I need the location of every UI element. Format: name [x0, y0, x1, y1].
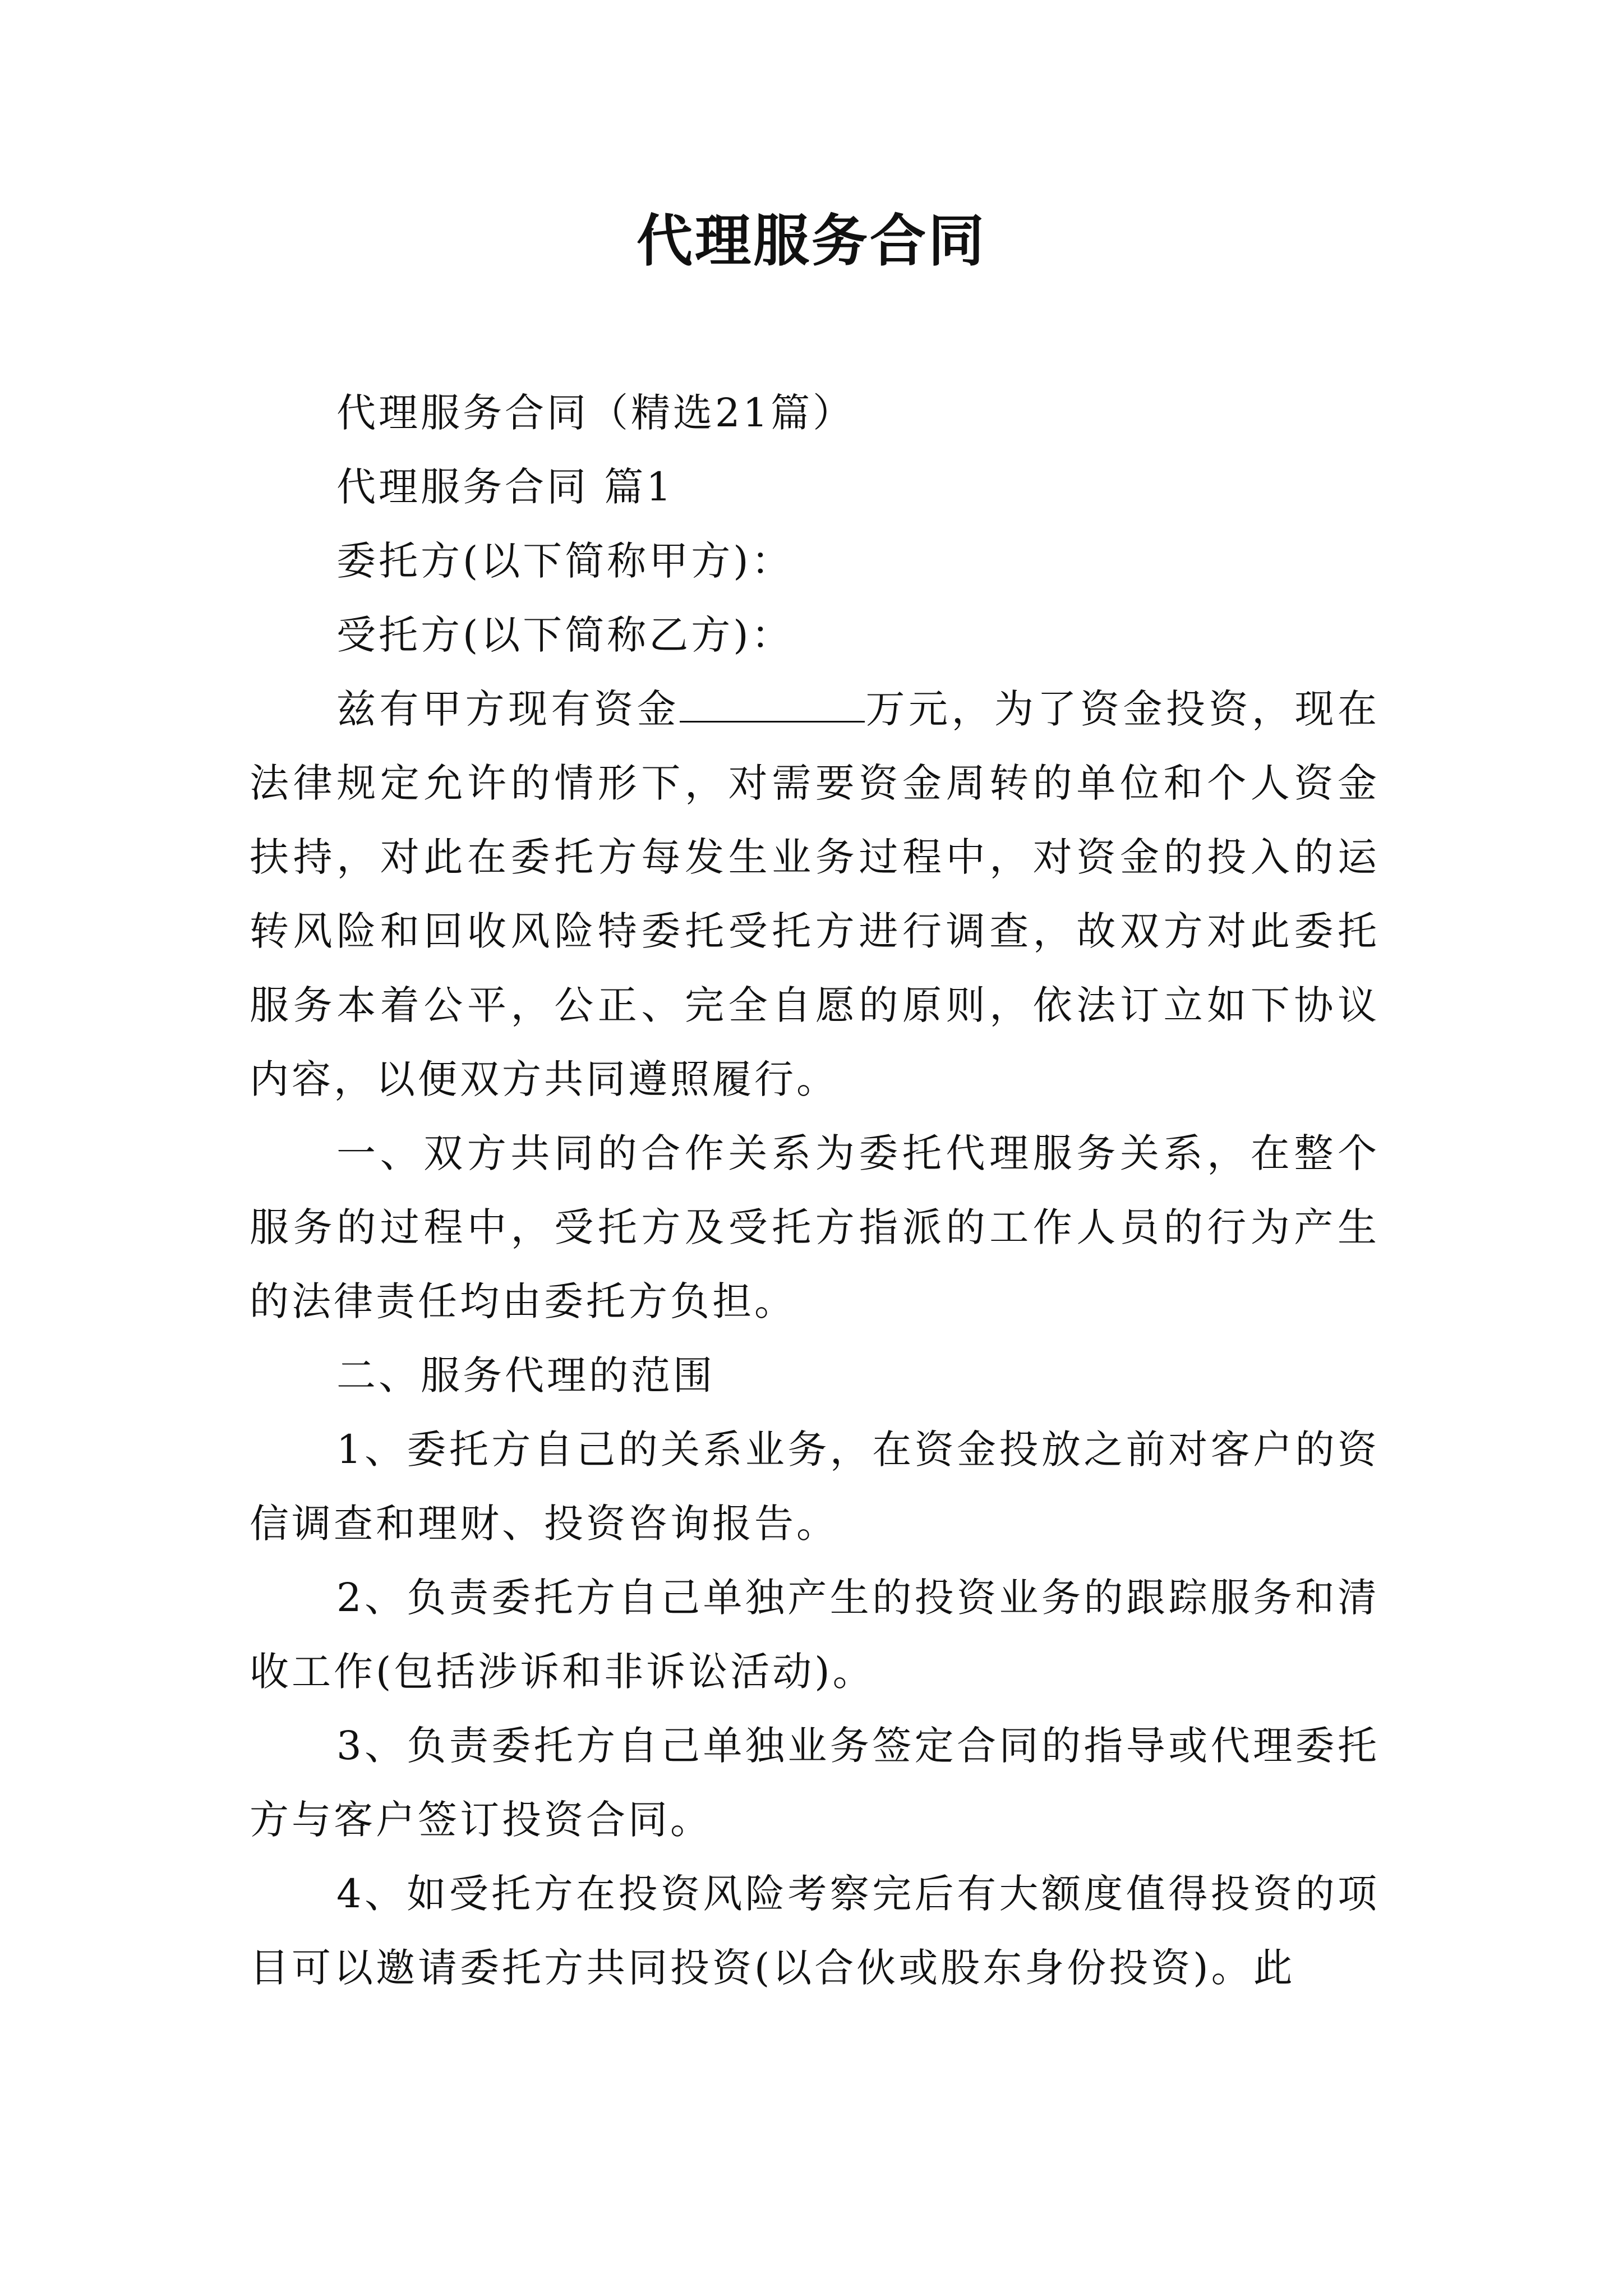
clause-1-paragraph: 一、双方共同的合作关系为委托代理服务关系，在整个服务的过程中，受托方及受托方指派的工作人员的行为产生的法律责任均由委托方负担。: [250, 1130, 1380, 1324]
collection-title: 代理服务合同（精选21篇）: [336, 390, 855, 436]
scope-item-4: 4、如受托方在投资风险考察完后有大额度值得投资的项目可以邀请委托方共同投资(以合伙或股东身份投资)。此: [250, 1871, 1380, 1991]
scope-item-2: 2、负责委托方自己单独产生的投资业务的跟踪服务和清收工作(包括涉诉和非诉讼活动)。: [250, 1575, 1380, 1695]
scope-item-1: 1、委托方自己的关系业务，在资金投放之前对客户的资信调查和理财、投资咨询报告。: [250, 1427, 1380, 1547]
intro-paragraph: [250, 672, 1380, 1116]
document-title: 代理服务合同: [637, 208, 986, 274]
amount-blank-field: [680, 687, 865, 723]
intro-text-before-blank: 兹有甲方现有资金: [336, 686, 680, 732]
clause-2-heading: 二、服务代理的范围: [336, 1352, 715, 1398]
scope-item-3: 3、负责委托方自己单独业务签定合同的指导或代理委托方与客户签订投资合同。: [250, 1723, 1380, 1843]
document-body: [250, 376, 1380, 2005]
party-b-line: 受托方(以下简称乙方)：: [336, 612, 794, 658]
section-title: 代理服务合同 篇1: [336, 464, 674, 510]
intro-text-after-blank: 万元，为了资金投资，现在法律规定允许的情形下，对需要资金周转的单位和个人资金扶持，对此在委托方每发生业务过程中，对资金的投入的运转风险和回收风险特委托受托方进行调查，故双方对此委托服务本着公平，公正、完全自愿的原则，依法订立如下协议内容，以便双方共同遵照履行。: [250, 686, 1380, 1102]
party-a-line: 委托方(以下简称甲方)：: [336, 538, 794, 584]
